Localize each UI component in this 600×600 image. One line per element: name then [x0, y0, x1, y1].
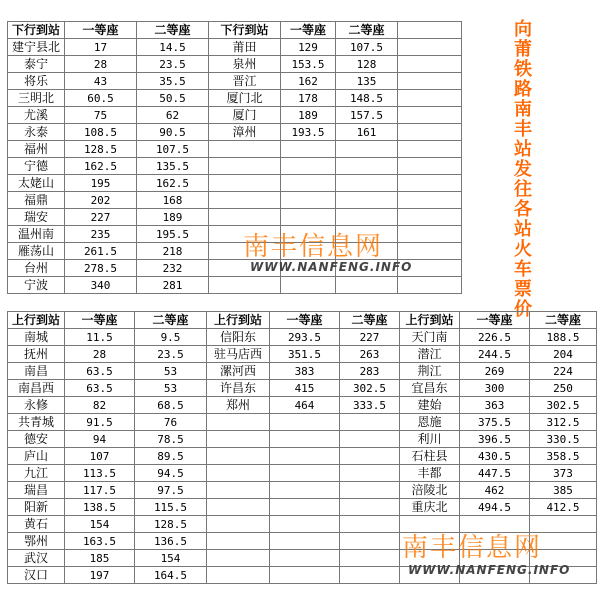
upbound-header-second-class: 二等座 — [135, 312, 207, 329]
upbound-col2-empty-cell — [340, 550, 400, 567]
upbound-col1-station-cell: 九江 — [8, 465, 65, 482]
downbound-left-station-cell: 雁荡山 — [8, 243, 65, 260]
downbound-right-station-cell: 泉州 — [209, 56, 281, 73]
downbound-left-station-cell: 台州 — [8, 260, 65, 277]
downbound-right-first-class-cell: 193.5 — [281, 124, 336, 141]
downbound-right-station-cell: 漳州 — [209, 124, 281, 141]
downbound-right-empty-cell — [336, 192, 398, 209]
table-row — [8, 175, 462, 192]
table-row — [8, 107, 462, 124]
downbound-left-first-class-cell: 108.5 — [65, 124, 137, 141]
upbound-col2-first-class-cell: 383 — [270, 363, 340, 380]
upbound-col2-first-class-cell: 351.5 — [270, 346, 340, 363]
upbound-col1-station-cell: 南昌西 — [8, 380, 65, 397]
downbound-spacer-cell — [398, 56, 462, 73]
downbound-left-station-cell: 泰宁 — [8, 56, 65, 73]
upbound-col2-empty-cell — [270, 499, 340, 516]
table-row — [8, 397, 597, 414]
upbound-col1-first-class-cell: 11.5 — [65, 329, 135, 346]
downbound-left-station-cell: 福鼎 — [8, 192, 65, 209]
upbound-col1-station-cell: 南昌 — [8, 363, 65, 380]
upbound-col3-first-class-cell: 447.5 — [460, 465, 530, 482]
downbound-fare-table — [7, 21, 462, 294]
upbound-col3-second-class-cell: 250 — [530, 380, 597, 397]
table-row — [8, 346, 597, 363]
downbound-right-empty-cell — [209, 158, 281, 175]
upbound-col2-empty-cell — [340, 482, 400, 499]
upbound-col1-first-class-cell: 154 — [65, 516, 135, 533]
downbound-right-empty-cell — [336, 141, 398, 158]
downbound-left-station-cell: 温州南 — [8, 226, 65, 243]
upbound-col1-first-class-cell: 163.5 — [65, 533, 135, 550]
table-row — [8, 39, 462, 56]
watermark-cn-top: 南丰信息网 — [243, 232, 384, 262]
downbound-right-empty-cell — [336, 175, 398, 192]
downbound-left-second-class-cell: 232 — [137, 260, 209, 277]
downbound-header-station-2: 下行到站 — [209, 22, 281, 39]
upbound-col1-station-cell: 阳新 — [8, 499, 65, 516]
downbound-right-empty-cell — [209, 192, 281, 209]
downbound-spacer-cell — [398, 175, 462, 192]
table-row — [8, 499, 597, 516]
watermark-en-top: WWW.NANFENG.INFO — [250, 260, 413, 274]
downbound-right-first-class-cell: 162 — [281, 73, 336, 90]
upbound-col2-empty-cell — [207, 448, 270, 465]
upbound-col2-empty-cell — [270, 448, 340, 465]
page-title: 向莆铁路南丰站发往各站火车票价 — [514, 19, 532, 320]
upbound-col2-empty-cell — [270, 482, 340, 499]
table-row — [8, 414, 597, 431]
downbound-left-first-class-cell: 202 — [65, 192, 137, 209]
table-row — [8, 380, 597, 397]
table-row — [8, 192, 462, 209]
downbound-right-empty-cell — [281, 209, 336, 226]
table-row — [8, 431, 597, 448]
upbound-col3-station-cell: 重庆北 — [400, 499, 460, 516]
table-row — [8, 243, 462, 260]
downbound-left-second-class-cell: 14.5 — [137, 39, 209, 56]
downbound-left-station-cell: 太姥山 — [8, 175, 65, 192]
downbound-left-station-cell: 永泰 — [8, 124, 65, 141]
upbound-col3-first-class-cell: 396.5 — [460, 431, 530, 448]
upbound-col2-empty-cell — [207, 482, 270, 499]
upbound-col3-first-class-cell: 462 — [460, 482, 530, 499]
downbound-left-second-class-cell: 218 — [137, 243, 209, 260]
upbound-col2-empty-cell — [340, 533, 400, 550]
downbound-left-second-class-cell: 135.5 — [137, 158, 209, 175]
upbound-col1-station-cell: 抚州 — [8, 346, 65, 363]
downbound-header-second-class: 二等座 — [137, 22, 209, 39]
table-row — [8, 141, 462, 158]
upbound-col3-second-class-cell: 312.5 — [530, 414, 597, 431]
downbound-left-first-class-cell: 75 — [65, 107, 137, 124]
downbound-spacer-cell — [398, 141, 462, 158]
table-row — [8, 226, 462, 243]
upbound-col2-empty-cell — [270, 533, 340, 550]
downbound-right-station-cell: 厦门 — [209, 107, 281, 124]
upbound-col3-second-class-cell: 358.5 — [530, 448, 597, 465]
upbound-col2-empty-cell — [207, 516, 270, 533]
upbound-col3-station-cell: 宜昌东 — [400, 380, 460, 397]
downbound-left-first-class-cell: 227 — [65, 209, 137, 226]
downbound-left-first-class-cell: 340 — [65, 277, 137, 294]
upbound-col1-station-cell: 鄂州 — [8, 533, 65, 550]
upbound-col2-second-class-cell: 263 — [340, 346, 400, 363]
upbound-col2-second-class-cell: 227 — [340, 329, 400, 346]
upbound-col2-empty-cell — [270, 550, 340, 567]
downbound-spacer-cell — [398, 277, 462, 294]
upbound-col2-second-class-cell: 283 — [340, 363, 400, 380]
upbound-col3-first-class-cell: 244.5 — [460, 346, 530, 363]
downbound-right-empty-cell — [336, 209, 398, 226]
downbound-right-second-class-cell: 128 — [336, 56, 398, 73]
upbound-col2-empty-cell — [340, 499, 400, 516]
upbound-col2-station-cell: 许昌东 — [207, 380, 270, 397]
upbound-col3-second-class-cell: 224 — [530, 363, 597, 380]
upbound-col3-station-cell: 恩施 — [400, 414, 460, 431]
upbound-col3-first-class-cell: 226.5 — [460, 329, 530, 346]
upbound-col1-second-class-cell: 128.5 — [135, 516, 207, 533]
downbound-left-first-class-cell: 17 — [65, 39, 137, 56]
upbound-header-first-class: 一等座 — [65, 312, 135, 329]
upbound-col1-first-class-cell: 113.5 — [65, 465, 135, 482]
table-row — [8, 363, 597, 380]
upbound-col2-station-cell: 信阳东 — [207, 329, 270, 346]
downbound-right-second-class-cell: 148.5 — [336, 90, 398, 107]
upbound-col1-first-class-cell: 91.5 — [65, 414, 135, 431]
upbound-col1-second-class-cell: 68.5 — [135, 397, 207, 414]
upbound-header-station-2: 上行到站 — [207, 312, 270, 329]
upbound-col1-second-class-cell: 23.5 — [135, 346, 207, 363]
upbound-col2-empty-cell — [340, 414, 400, 431]
downbound-spacer-cell — [398, 226, 462, 243]
upbound-col3-station-cell: 丰都 — [400, 465, 460, 482]
downbound-left-first-class-cell: 235 — [65, 226, 137, 243]
upbound-col3-first-class-cell: 430.5 — [460, 448, 530, 465]
upbound-col3-second-class-cell: 412.5 — [530, 499, 597, 516]
upbound-col3-station-cell: 天门南 — [400, 329, 460, 346]
watermark-cn-bottom: 南丰信息网 — [402, 533, 543, 563]
upbound-col1-second-class-cell: 53 — [135, 363, 207, 380]
downbound-right-empty-cell — [336, 277, 398, 294]
upbound-col1-second-class-cell: 164.5 — [135, 567, 207, 584]
table-row — [8, 329, 597, 346]
downbound-right-first-class-cell: 129 — [281, 39, 336, 56]
downbound-left-station-cell: 尤溪 — [8, 107, 65, 124]
downbound-spacer-cell — [398, 124, 462, 141]
upbound-col2-station-cell: 漯河西 — [207, 363, 270, 380]
downbound-left-second-class-cell: 195.5 — [137, 226, 209, 243]
upbound-col2-empty-cell — [207, 567, 270, 584]
downbound-left-second-class-cell: 50.5 — [137, 90, 209, 107]
upbound-col1-station-cell: 永修 — [8, 397, 65, 414]
upbound-col1-station-cell: 瑞昌 — [8, 482, 65, 499]
upbound-col1-station-cell: 武汉 — [8, 550, 65, 567]
upbound-col1-first-class-cell: 63.5 — [65, 380, 135, 397]
upbound-col1-first-class-cell: 185 — [65, 550, 135, 567]
downbound-left-first-class-cell: 261.5 — [65, 243, 137, 260]
upbound-col1-station-cell: 黄石 — [8, 516, 65, 533]
downbound-left-station-cell: 三明北 — [8, 90, 65, 107]
table-row — [8, 158, 462, 175]
downbound-right-empty-cell — [209, 209, 281, 226]
upbound-col3-second-class-cell: 385 — [530, 482, 597, 499]
downbound-left-second-class-cell: 90.5 — [137, 124, 209, 141]
upbound-col3-station-cell: 涪陵北 — [400, 482, 460, 499]
downbound-right-station-cell: 晋江 — [209, 73, 281, 90]
downbound-left-station-cell: 福州 — [8, 141, 65, 158]
downbound-right-empty-cell — [281, 192, 336, 209]
downbound-right-second-class-cell: 135 — [336, 73, 398, 90]
downbound-left-first-class-cell: 60.5 — [65, 90, 137, 107]
upbound-col3-first-class-cell: 363 — [460, 397, 530, 414]
downbound-right-second-class-cell: 157.5 — [336, 107, 398, 124]
upbound-col2-empty-cell — [340, 431, 400, 448]
upbound-col1-first-class-cell: 82 — [65, 397, 135, 414]
upbound-col2-empty-cell — [270, 414, 340, 431]
downbound-left-second-class-cell: 189 — [137, 209, 209, 226]
upbound-col2-empty-cell — [207, 550, 270, 567]
table-row — [8, 124, 462, 141]
upbound-col1-first-class-cell: 94 — [65, 431, 135, 448]
downbound-header-second-class-2: 二等座 — [336, 22, 398, 39]
upbound-col1-first-class-cell: 63.5 — [65, 363, 135, 380]
upbound-col1-second-class-cell: 136.5 — [135, 533, 207, 550]
downbound-left-second-class-cell: 23.5 — [137, 56, 209, 73]
downbound-left-station-cell: 宁波 — [8, 277, 65, 294]
downbound-right-station-cell: 厦门北 — [209, 90, 281, 107]
upbound-header-station-3: 上行到站 — [400, 312, 460, 329]
downbound-header-first-class-2: 一等座 — [281, 22, 336, 39]
downbound-right-empty-cell — [209, 141, 281, 158]
downbound-header-station: 下行到站 — [8, 22, 65, 39]
upbound-col2-empty-cell — [207, 499, 270, 516]
downbound-right-empty-cell — [281, 158, 336, 175]
upbound-col2-station-cell: 郑州 — [207, 397, 270, 414]
table-row — [8, 277, 462, 294]
upbound-col1-first-class-cell: 107 — [65, 448, 135, 465]
upbound-col1-second-class-cell: 154 — [135, 550, 207, 567]
downbound-left-second-class-cell: 35.5 — [137, 73, 209, 90]
downbound-left-second-class-cell: 168 — [137, 192, 209, 209]
upbound-col2-empty-cell — [207, 465, 270, 482]
upbound-header-second-class-2: 二等座 — [340, 312, 400, 329]
downbound-left-second-class-cell: 62 — [137, 107, 209, 124]
upbound-col1-second-class-cell: 53 — [135, 380, 207, 397]
downbound-right-first-class-cell: 178 — [281, 90, 336, 107]
upbound-col3-second-class-cell: 204 — [530, 346, 597, 363]
downbound-left-first-class-cell: 43 — [65, 73, 137, 90]
upbound-col1-station-cell: 汉口 — [8, 567, 65, 584]
upbound-col3-second-class-cell: 330.5 — [530, 431, 597, 448]
upbound-col3-first-class-cell: 269 — [460, 363, 530, 380]
downbound-right-first-class-cell: 153.5 — [281, 56, 336, 73]
upbound-col3-first-class-cell: 375.5 — [460, 414, 530, 431]
downbound-header-row — [8, 22, 462, 39]
downbound-left-first-class-cell: 195 — [65, 175, 137, 192]
upbound-col1-station-cell: 共青城 — [8, 414, 65, 431]
downbound-right-empty-cell — [281, 277, 336, 294]
table-row — [8, 73, 462, 90]
downbound-left-second-class-cell: 281 — [137, 277, 209, 294]
upbound-col3-first-class-cell: 494.5 — [460, 499, 530, 516]
table-row — [8, 90, 462, 107]
table-row — [8, 56, 462, 73]
upbound-col2-second-class-cell: 333.5 — [340, 397, 400, 414]
downbound-right-second-class-cell: 107.5 — [336, 39, 398, 56]
downbound-left-first-class-cell: 128.5 — [65, 141, 137, 158]
upbound-col3-second-class-cell: 373 — [530, 465, 597, 482]
upbound-col1-first-class-cell: 197 — [65, 567, 135, 584]
upbound-col2-empty-cell — [207, 414, 270, 431]
upbound-col3-first-class-cell: 300 — [460, 380, 530, 397]
upbound-col1-second-class-cell: 78.5 — [135, 431, 207, 448]
upbound-col1-first-class-cell: 28 — [65, 346, 135, 363]
upbound-col1-second-class-cell: 94.5 — [135, 465, 207, 482]
upbound-col1-station-cell: 庐山 — [8, 448, 65, 465]
downbound-left-station-cell: 瑞安 — [8, 209, 65, 226]
upbound-col1-second-class-cell: 9.5 — [135, 329, 207, 346]
upbound-header-first-class-3: 一等座 — [460, 312, 530, 329]
downbound-right-empty-cell — [281, 175, 336, 192]
downbound-left-first-class-cell: 162.5 — [65, 158, 137, 175]
upbound-col3-second-class-cell: 188.5 — [530, 329, 597, 346]
upbound-col1-first-class-cell: 138.5 — [65, 499, 135, 516]
upbound-col3-station-cell: 石柱县 — [400, 448, 460, 465]
downbound-right-first-class-cell: 189 — [281, 107, 336, 124]
upbound-col1-second-class-cell: 115.5 — [135, 499, 207, 516]
upbound-col2-empty-cell — [270, 567, 340, 584]
downbound-spacer-cell — [398, 90, 462, 107]
table-row — [8, 482, 597, 499]
upbound-col3-station-cell: 潜江 — [400, 346, 460, 363]
downbound-spacer-cell — [398, 107, 462, 124]
upbound-header-station: 上行到站 — [8, 312, 65, 329]
upbound-col1-first-class-cell: 117.5 — [65, 482, 135, 499]
upbound-col1-station-cell: 德安 — [8, 431, 65, 448]
downbound-spacer-cell — [398, 22, 462, 39]
upbound-col2-empty-cell — [270, 465, 340, 482]
upbound-col3-second-class-cell: 302.5 — [530, 397, 597, 414]
table-row — [8, 448, 597, 465]
downbound-left-station-cell: 将乐 — [8, 73, 65, 90]
upbound-col2-second-class-cell: 302.5 — [340, 380, 400, 397]
table-row — [8, 465, 597, 482]
upbound-col2-empty-cell — [207, 533, 270, 550]
upbound-col2-empty-cell — [270, 431, 340, 448]
downbound-right-station-cell: 莆田 — [209, 39, 281, 56]
downbound-left-first-class-cell: 278.5 — [65, 260, 137, 277]
downbound-spacer-cell — [398, 73, 462, 90]
upbound-col3-station-cell: 荆江 — [400, 363, 460, 380]
downbound-left-second-class-cell: 162.5 — [137, 175, 209, 192]
watermark-en-bottom: WWW.NANFENG.INFO — [408, 563, 571, 577]
upbound-col1-station-cell: 南城 — [8, 329, 65, 346]
upbound-col3-station-cell: 建始 — [400, 397, 460, 414]
downbound-left-station-cell: 建宁县北 — [8, 39, 65, 56]
upbound-col2-empty-cell — [207, 431, 270, 448]
upbound-col2-station-cell: 驻马店西 — [207, 346, 270, 363]
upbound-col2-empty-cell — [340, 567, 400, 584]
upbound-col2-empty-cell — [340, 516, 400, 533]
upbound-col1-second-class-cell: 97.5 — [135, 482, 207, 499]
downbound-left-station-cell: 宁德 — [8, 158, 65, 175]
table-row — [8, 209, 462, 226]
downbound-spacer-cell — [398, 243, 462, 260]
downbound-spacer-cell — [398, 192, 462, 209]
upbound-header-second-class-3: 二等座 — [530, 312, 597, 329]
upbound-col2-empty-cell — [270, 516, 340, 533]
downbound-spacer-cell — [398, 209, 462, 226]
upbound-col2-empty-cell — [340, 465, 400, 482]
upbound-col1-second-class-cell: 76 — [135, 414, 207, 431]
downbound-header-first-class: 一等座 — [65, 22, 137, 39]
downbound-left-first-class-cell: 28 — [65, 56, 137, 73]
downbound-right-empty-cell — [336, 158, 398, 175]
downbound-right-empty-cell — [209, 277, 281, 294]
downbound-right-empty-cell — [281, 141, 336, 158]
upbound-header-first-class-2: 一等座 — [270, 312, 340, 329]
downbound-left-second-class-cell: 107.5 — [137, 141, 209, 158]
upbound-col3-station-cell: 利川 — [400, 431, 460, 448]
downbound-right-second-class-cell: 161 — [336, 124, 398, 141]
upbound-col2-first-class-cell: 415 — [270, 380, 340, 397]
downbound-right-empty-cell — [209, 175, 281, 192]
upbound-header-row — [8, 312, 597, 329]
upbound-col1-second-class-cell: 89.5 — [135, 448, 207, 465]
downbound-spacer-cell — [398, 39, 462, 56]
upbound-col2-empty-cell — [340, 448, 400, 465]
upbound-col2-first-class-cell: 293.5 — [270, 329, 340, 346]
downbound-spacer-cell — [398, 158, 462, 175]
upbound-col2-first-class-cell: 464 — [270, 397, 340, 414]
